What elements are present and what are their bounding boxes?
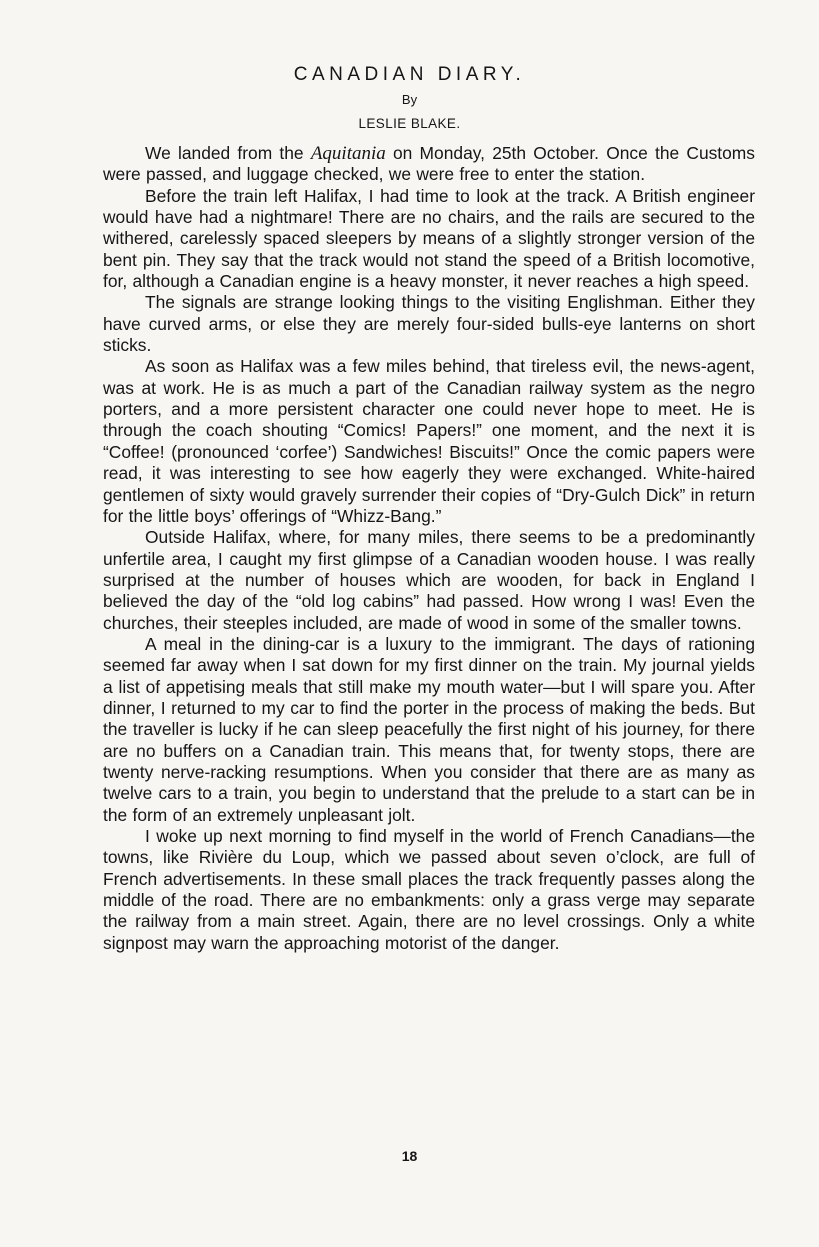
paragraph-french-canadians: I woke up next morning to find myself in the world of French Canadians—the towns, like Rivière du Loup, which we passed about seven o’clock, are full of French advertisements. In these small places the track frequently passes along the middle of the road. There are no embankments: only a grass verge may separate the railway from a main street. Again, there are no level crossings. Only a white signpost may warn the approaching motorist of the danger. — [103, 826, 755, 953]
paragraph-track: Before the train left Halifax, I had time to look at the track. A British engineer would have had a nightmare! There are no chairs, and the rails are secured to the withered, carelessly spaced sleepers by means of a slightly stronger version of the bent pin. They say that the track would not stand the speed of a British locomotive, for, although a Canadian engine is a heavy monster, it never reaches a high speed. — [103, 185, 755, 292]
page-number: 18 — [401, 1148, 418, 1164]
paragraph-news-agent: As soon as Halifax was a few miles behind, that tireless evil, the news-agent, was at work. He is as much a part of the Canadian railway system as the negro porters, and a more persistent character one could never hope to meet. He is through the coach shouting “Comics! Papers!” one moment, and the next it is “Coffee! (pronounced ‘corfee’) Sandwiches! Biscuits!” Once the comic papers were read, it was interesting to see how eagerly they were exchanged. White-haired gentlemen of sixty would gravely surrender their copies of “Dry-Gulch Dick” in return for the little boys’ offerings of “Whizz-Bang.” — [103, 356, 755, 526]
paragraph-dining-car: A meal in the dining-car is a luxury to the immigrant. The days of rationing seemed far away when I sat down for my first dinner on the train. My journal yields a list of appetising meals that still make my mouth water—but I will spare you. After dinner, I returned to my car to find the porter in the process of making the beds. But the traveller is lucky if he can sleep peacefully the first night of his journey, for there are no buffers on a Canadian train. This means that, for twenty stops, there are twenty nerve-racking resumptions. When you consider that there are as many as twelve cars to a train, you begin to understand that the prelude to a start can be in the form of an extremely unpleasant jolt. — [103, 633, 755, 825]
article-title: CANADIAN DIARY. — [293, 64, 526, 85]
paragraph-signals: The signals are strange looking things to the visiting Englishman. Either they have curved arms, or else they are merely four-sided bulls-eye lanterns on short sticks. — [103, 292, 755, 356]
byline: By — [401, 92, 418, 107]
paragraph-arrival — [103, 143, 755, 186]
ship-name: Aquitania — [310, 143, 386, 164]
paragraph-wooden-houses: Outside Halifax, where, for many miles, there seems to be a predominantly unfertile area, I caught my first glimpse of a Canadian wooden house. I was really surprised at the number of houses which are wooden, for back in England I believed the day of the “old log cabins” had passed. How wrong I was! Even the churches, their steeples included, are made of wood in some of the smaller towns. — [103, 527, 755, 633]
author-name: LESLIE BLAKE. — [358, 116, 461, 131]
article-body — [103, 143, 755, 954]
paragraph-arrival-rest: on Monday, 25th October. Once the Customs were passed, and luggage checked, we were free to enter the station. — [103, 143, 755, 185]
paragraph-arrival-lead: We landed from the — [145, 143, 311, 163]
